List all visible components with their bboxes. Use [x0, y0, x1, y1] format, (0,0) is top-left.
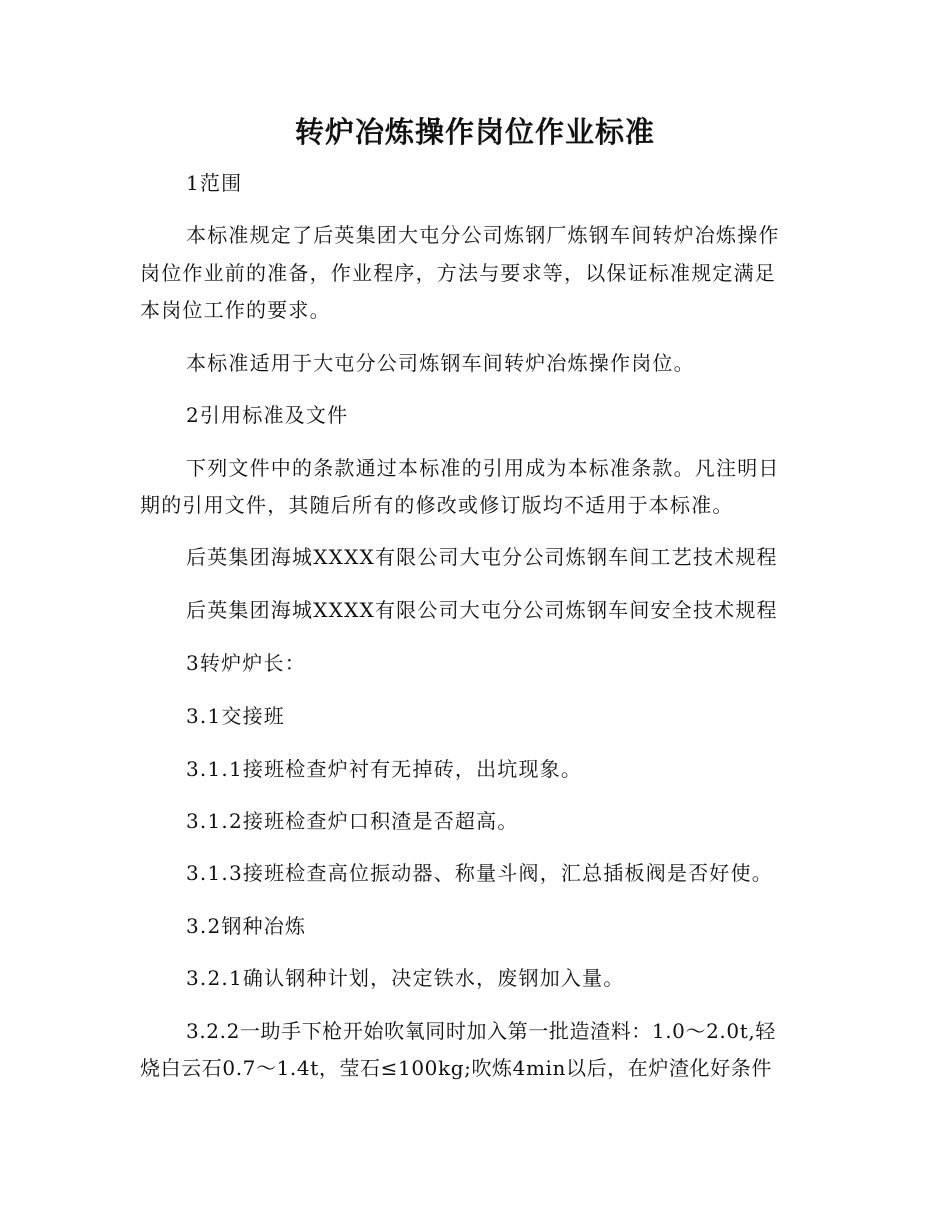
paragraph-line: 本标准规定了后英集团大屯分公司炼钢厂炼钢车间转炉冶炼操作 — [186, 223, 780, 247]
clause-line: 3.2.1确认钢种计划，决定铁水，废钢加入量。 — [186, 966, 625, 990]
paragraph-line: 期的引用文件，其随后所有的修改或修订版均不适用于本标准。 — [140, 493, 734, 517]
paragraph-line: 岗位作业前的准备，作业程序，方法与要求等，以保证标准规定满足 — [140, 261, 776, 285]
clause-line: 3.1.3接班检查高位振动器、称量斗阀，汇总插板阀是否好使。 — [186, 861, 773, 885]
clause-line: 3.1.2接班检查炉口积渣是否超高。 — [186, 809, 519, 833]
document-title: 转炉冶炼操作岗位作业标准 — [294, 115, 655, 149]
reference-item: 后英集团海城XXXX有限公司大屯分公司炼钢车间工艺技术规程 — [186, 545, 778, 569]
section-heading-references: 2引用标准及文件 — [186, 403, 349, 427]
subsection-heading: 3.2钢种冶炼 — [186, 914, 307, 938]
paragraph-line: 本标准适用于大屯分公司炼钢车间转炉冶炼操作岗位。 — [186, 351, 695, 375]
paragraph-line: 下列文件中的条款通过本标准的引用成为本标准条款。凡注明日 — [186, 456, 780, 480]
clause-line: 3.2.2一助手下枪开始吹氧同时加入第一批造渣料：1.0～2.0t,轻 — [186, 1019, 776, 1043]
clause-line: 3.1.1接班检查炉衬有无掉砖，出坑现象。 — [186, 757, 583, 781]
section-heading-converter-chief: 3转炉炉长： — [186, 651, 306, 675]
clause-line: 烧白云石0.7～1.4t，莹石≤100kg;吹炼4min以后，在炉渣化好条件 — [140, 1056, 773, 1080]
section-heading-scope: 1范围 — [186, 171, 243, 195]
paragraph-line: 本岗位工作的要求。 — [140, 298, 331, 322]
subsection-heading: 3.1交接班 — [186, 704, 286, 728]
reference-item: 后英集团海城XXXX有限公司大屯分公司炼钢车间安全技术规程 — [186, 598, 778, 622]
